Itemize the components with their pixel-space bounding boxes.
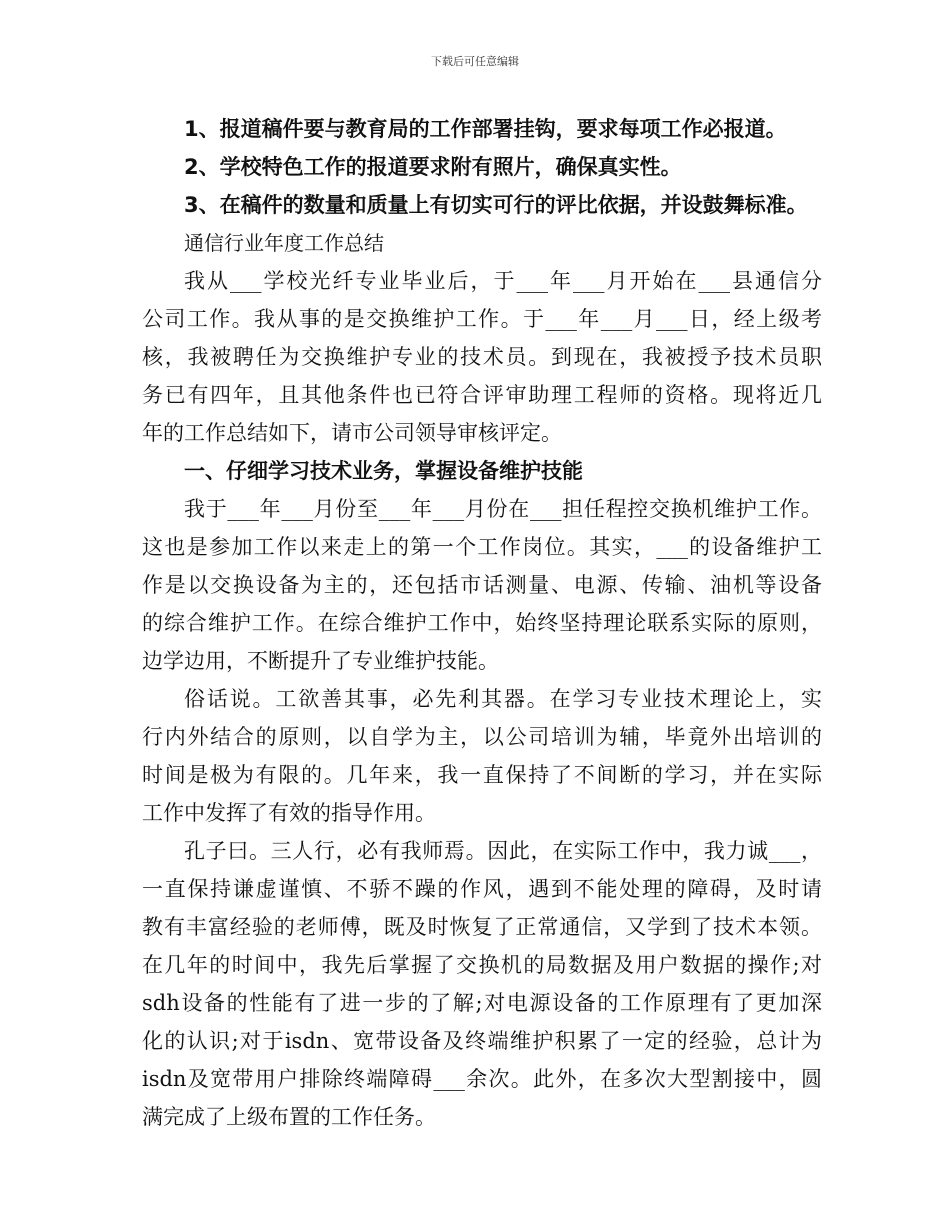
text-line: 通信行业年度工作总结 [184, 231, 384, 255]
text-line: 的综合维护工作。在综合维护工作中，始终坚持理论联系实际的原则， [142, 611, 822, 635]
bold-text-line: 1、报道稿件要与教育局的工作部署挂钩，要求每项工作必报道。 [184, 117, 787, 141]
bold-text-line: 一、仔细学习技术业务，掌握设备维护技能 [184, 459, 583, 483]
text-line: 公司工作。我从事的是交换维护工作。于___年___月___日，经上级考 [142, 307, 822, 331]
text-line: 年的工作总结如下，请市公司领导审核评定。 [142, 421, 562, 445]
text-line: 作是以交换设备为主的，还包括市话测量、电源、传输、油机等设备 [142, 573, 822, 597]
bold-text-line: 3、在稿件的数量和质量上有切实可行的评比依据，并设鼓舞标准。 [184, 193, 808, 217]
text-line: 孔子曰。三人行，必有我师焉。因此，在实际工作中，我力诚___， [184, 839, 822, 863]
text-line: 教有丰富经验的老师傅，既及时恢复了正常通信，又学到了技术本领。 [142, 915, 822, 939]
document-body [142, 110, 822, 1136]
text-line: 一直保持谦虚谨慎、不骄不躁的作风，遇到不能处理的障碍，及时请 [142, 877, 822, 901]
page-header: 下载后可任意编辑 [431, 55, 519, 68]
text-line: 行内外结合的原则，以自学为主，以公司培训为辅，毕竟外出培训的 [142, 725, 822, 749]
text-line: 俗话说。工欲善其事，必先利其器。在学习专业技术理论上，实 [184, 687, 822, 711]
text-line: 化的认识;对于isdn、宽带设备及终端维护积累了一定的经验，总计为 [142, 1029, 822, 1053]
text-line: 我于___年___月份至___年___月份在___担任程控交换机维护工作。 [184, 497, 822, 521]
text-line: 在几年的时间中，我先后掌握了交换机的局数据及用户数据的操作;对 [142, 953, 822, 977]
text-line: 我从___学校光纤专业毕业后，于___年___月开始在___县通信分 [184, 269, 822, 293]
text-line: 时间是极为有限的。几年来，我一直保持了不间断的学习，并在实际 [142, 763, 822, 787]
text-line: 这也是参加工作以来走上的第一个工作岗位。其实，___的设备维护工 [142, 535, 822, 559]
bold-text-line: 2、学校特色工作的报道要求附有照片，确保真实性。 [184, 155, 682, 179]
text-line: 核，我被聘任为交换维护专业的技术员。到现在，我被授予技术员职 [142, 345, 822, 369]
text-line: 工作中发挥了有效的指导作用。 [142, 801, 436, 825]
text-line: isdn及宽带用户排除终端障碍___余次。此外，在多次大型割接中，圆 [142, 1067, 822, 1091]
text-line: sdh设备的性能有了进一步的了解;对电源设备的工作原理有了更加深 [142, 991, 822, 1015]
text-line: 满完成了上级布置的工作任务。 [142, 1105, 436, 1129]
text-line: 务已有四年，且其他条件也已符合评审助理工程师的资格。现将近几 [142, 383, 822, 407]
text-line: 边学边用，不断提升了专业维护技能。 [142, 649, 499, 673]
